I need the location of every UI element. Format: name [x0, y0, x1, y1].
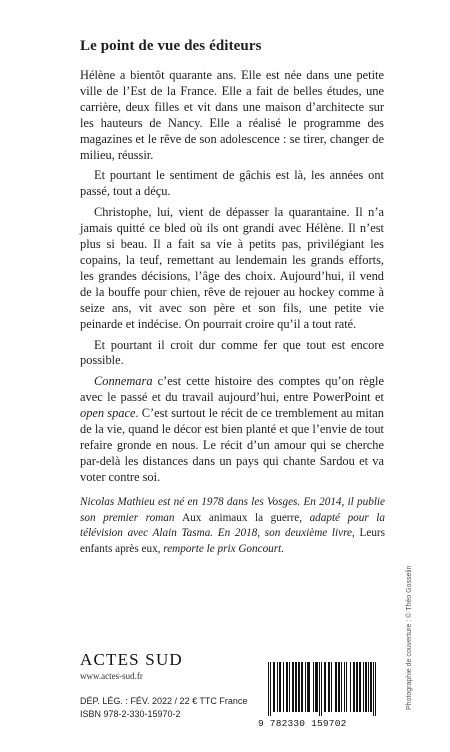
photo-credit-text: Photographie de couverture : © Théo Gosselin — [406, 565, 413, 710]
bio-part-2: , adapté pour la télévision avec Alain Tasma. En 2018, son deuxième livre, — [80, 511, 385, 540]
paragraph-2: Et pourtant le sentiment de gâchis est là, les années ont passé, tout a déçu. — [80, 168, 384, 199]
paragraph-5 — [80, 374, 384, 485]
paragraph-1: Hélène a bientôt quarante ans. Elle est née dans une petite ville de l’Est de la France. Elle a fait de belles études, une carrière, deux filles et vit dans une maison d’architecte sur les hauteurs de Nancy. Elle a réalisé le programme des magazines et le rêve de son adolescence : se tirer, changer de milieu, réussir. — [80, 68, 384, 162]
blurb-text — [80, 68, 384, 486]
bio-book-1: Aux animaux la guerre — [182, 511, 300, 524]
open-space-term: open space — [80, 406, 136, 421]
paragraph-3: Christophe, lui, vient de dépasser la quarantaine. Il n’a jamais quitté ce bled où ils ont grandi avec Hélène. Il n’est plus si beau. Il a fait sa vie à petits pas, privilégiant les copains, la teuf, remettant au lendemain les grands efforts, les grandes décisions, l’âge des choix. Aujourd’hui, il vend de la bouffe pour chien, rêve de rejouer au hockey comme à seize ans, vit avec son père et son fils, une petite vie peinarde et indécise. On pourrait croire qu’il a tout raté. — [80, 205, 384, 331]
novel-title: Connemara — [94, 374, 153, 389]
paragraph-5-text-a: c’est cette histoire des comptes qu’on règle avec le passé et du travail aujourd’hui, entre PowerPoint et — [80, 374, 384, 405]
paragraph-5-text-b: . C’est surtout le récit de ce tremblement au mitan de la vie, quand le décor est bien planté et que l’envie de tout refaire gronde en nous. Le récit d’un amour qui se cherche par-delà les distances dans un pays qui chante Sardou et va voter contre soi. — [80, 406, 384, 484]
publisher-url: www.actes-sud.fr — [80, 671, 143, 681]
section-heading: Le point de vue des éditeurs — [80, 38, 262, 54]
legal-info — [80, 695, 247, 721]
bio-book-2: Leurs enfants après eux — [80, 527, 385, 555]
legal-deposit: DÉP. LÉG. : FÉV. 2022 / 22 € TTC France — [80, 696, 248, 706]
paragraph-4: Et pourtant il croit dur comme fer que tout est encore possible. — [80, 337, 384, 368]
bio-part-1: Nicolas Mathieu est né en 1978 dans les Vosges. En 2014, il publie son premier roman — [80, 496, 385, 524]
publisher-logo: ACTES SUD — [80, 650, 183, 669]
author-bio — [80, 495, 385, 557]
isbn: ISBN 978-2-330-15970-2 — [80, 709, 181, 719]
barcode-icon — [264, 662, 380, 716]
barcode — [258, 662, 388, 732]
bio-part-3: , remporte le prix Goncourt. — [157, 542, 285, 555]
photo-credit — [403, 470, 415, 710]
barcode-digits: 9 782330 159702 — [258, 718, 347, 729]
